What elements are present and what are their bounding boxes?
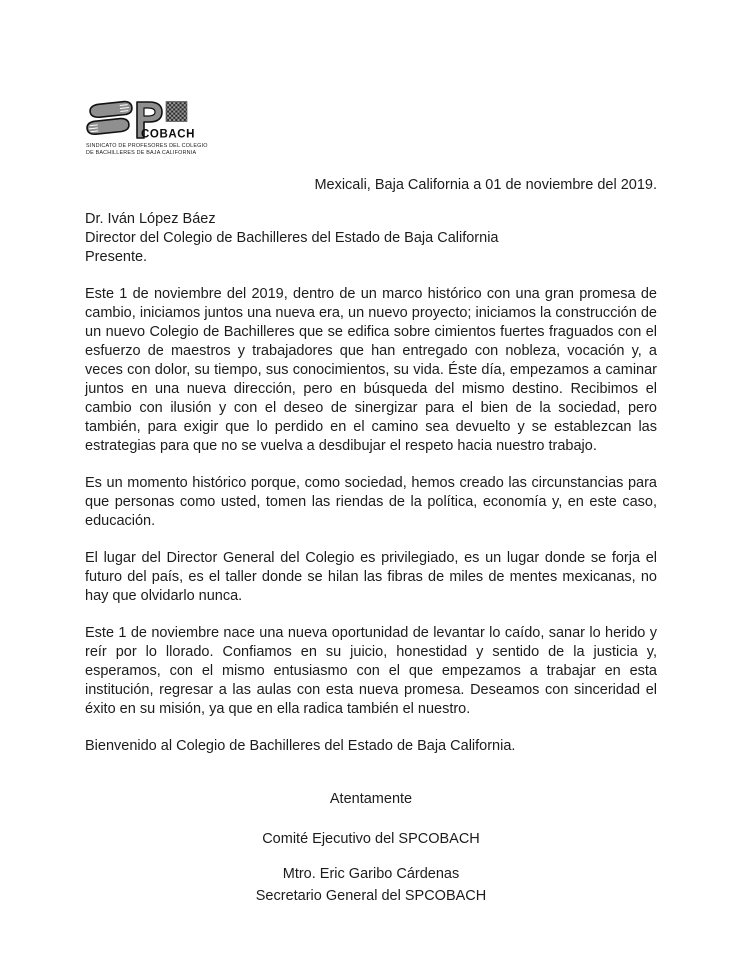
body-paragraph-2: Es un momento histórico porque, como sociedad, hemos creado las circunstancias para que personas como usted, tomen las riendas de la política, economía y, en este caso, educación. <box>85 475 657 529</box>
logo-s-books <box>86 101 132 135</box>
body-paragraph-3: El lugar del Director General del Colegio es privilegiado, es un lugar donde se forja el futuro del país, es el taller donde se hilan las fibras de miles de mentes mexicanas, no hay que olvidarlo nunca. <box>85 550 657 604</box>
logo-caption-line1: SINDICATO DE PROFESORES DEL COLEGIO <box>86 143 208 149</box>
signer-name: Mtro. Eric Garibo Cárdenas <box>282 866 460 882</box>
body-paragraph-4: Este 1 de noviembre nace una nueva oportunidad de levantar lo caído, sanar lo herido y reír por lo llorado. Confiamos en su juicio, honestidad y sentido de la justicia y, esperamos, con el mismo entusiasmo con el que empezamos a trabajar en esta institución, regresar a las aulas con esta nueva promesa. Deseamos con sinceridad el éxito en su misión, ya que en ella radica también el nuestro. <box>85 625 657 717</box>
spcobach-logo-icon <box>85 100 217 158</box>
dateline: Mexicali, Baja California a 01 de noviembre del 2019. <box>314 177 657 193</box>
valediction: Atentamente <box>329 791 413 807</box>
signer-title: Secretario General del SPCOBACH <box>255 888 487 904</box>
recipient-title: Director del Colegio de Bachilleres del Estado de Baja California <box>85 230 499 246</box>
logo-grid-emblem <box>166 102 187 122</box>
body-paragraph-welcome: Bienvenido al Colegio de Bachilleres del Estado de Baja California. <box>85 738 516 754</box>
closing-block <box>85 790 657 906</box>
logo-caption-line2: DE BACHILLERES DE BAJA CALIFORNIA <box>86 150 197 156</box>
recipient-block <box>85 210 657 267</box>
recipient-name: Dr. Iván López Báez <box>85 211 216 227</box>
committee-name: Comité Ejecutivo del SPCOBACH <box>262 831 480 847</box>
logo-acronym: COBACH <box>141 128 196 141</box>
body-paragraph-1: Este 1 de noviembre del 2019, dentro de un marco histórico con una gran promesa de cambio, iniciamos juntos una nueva era, un nuevo proyecto; iniciamos la construcción de un nuevo Colegio de Bachilleres que se edifica sobre cimientos fuertes fraguados con el esfuerzo de maestros y trabajadores que han entregado con nobleza, vocación y, a veces con dolor, su tiempo, sus conocimientos, su vida. Éste día, empezamos a caminar juntos en una nueva dirección, pero en búsqueda del mismo destino. Recibimos el cambio con ilusión y con el deseo de sinergizar para el bien de la sociedad, pero también, para exigir que lo perdido en el camino sea devuelto y se establezcan las estrategias para que no se vuelva a desdibujar el respeto hacia nuestro trabajo. <box>85 286 657 454</box>
recipient-salutation: Presente. <box>85 249 148 265</box>
spcobach-logo <box>85 100 217 163</box>
